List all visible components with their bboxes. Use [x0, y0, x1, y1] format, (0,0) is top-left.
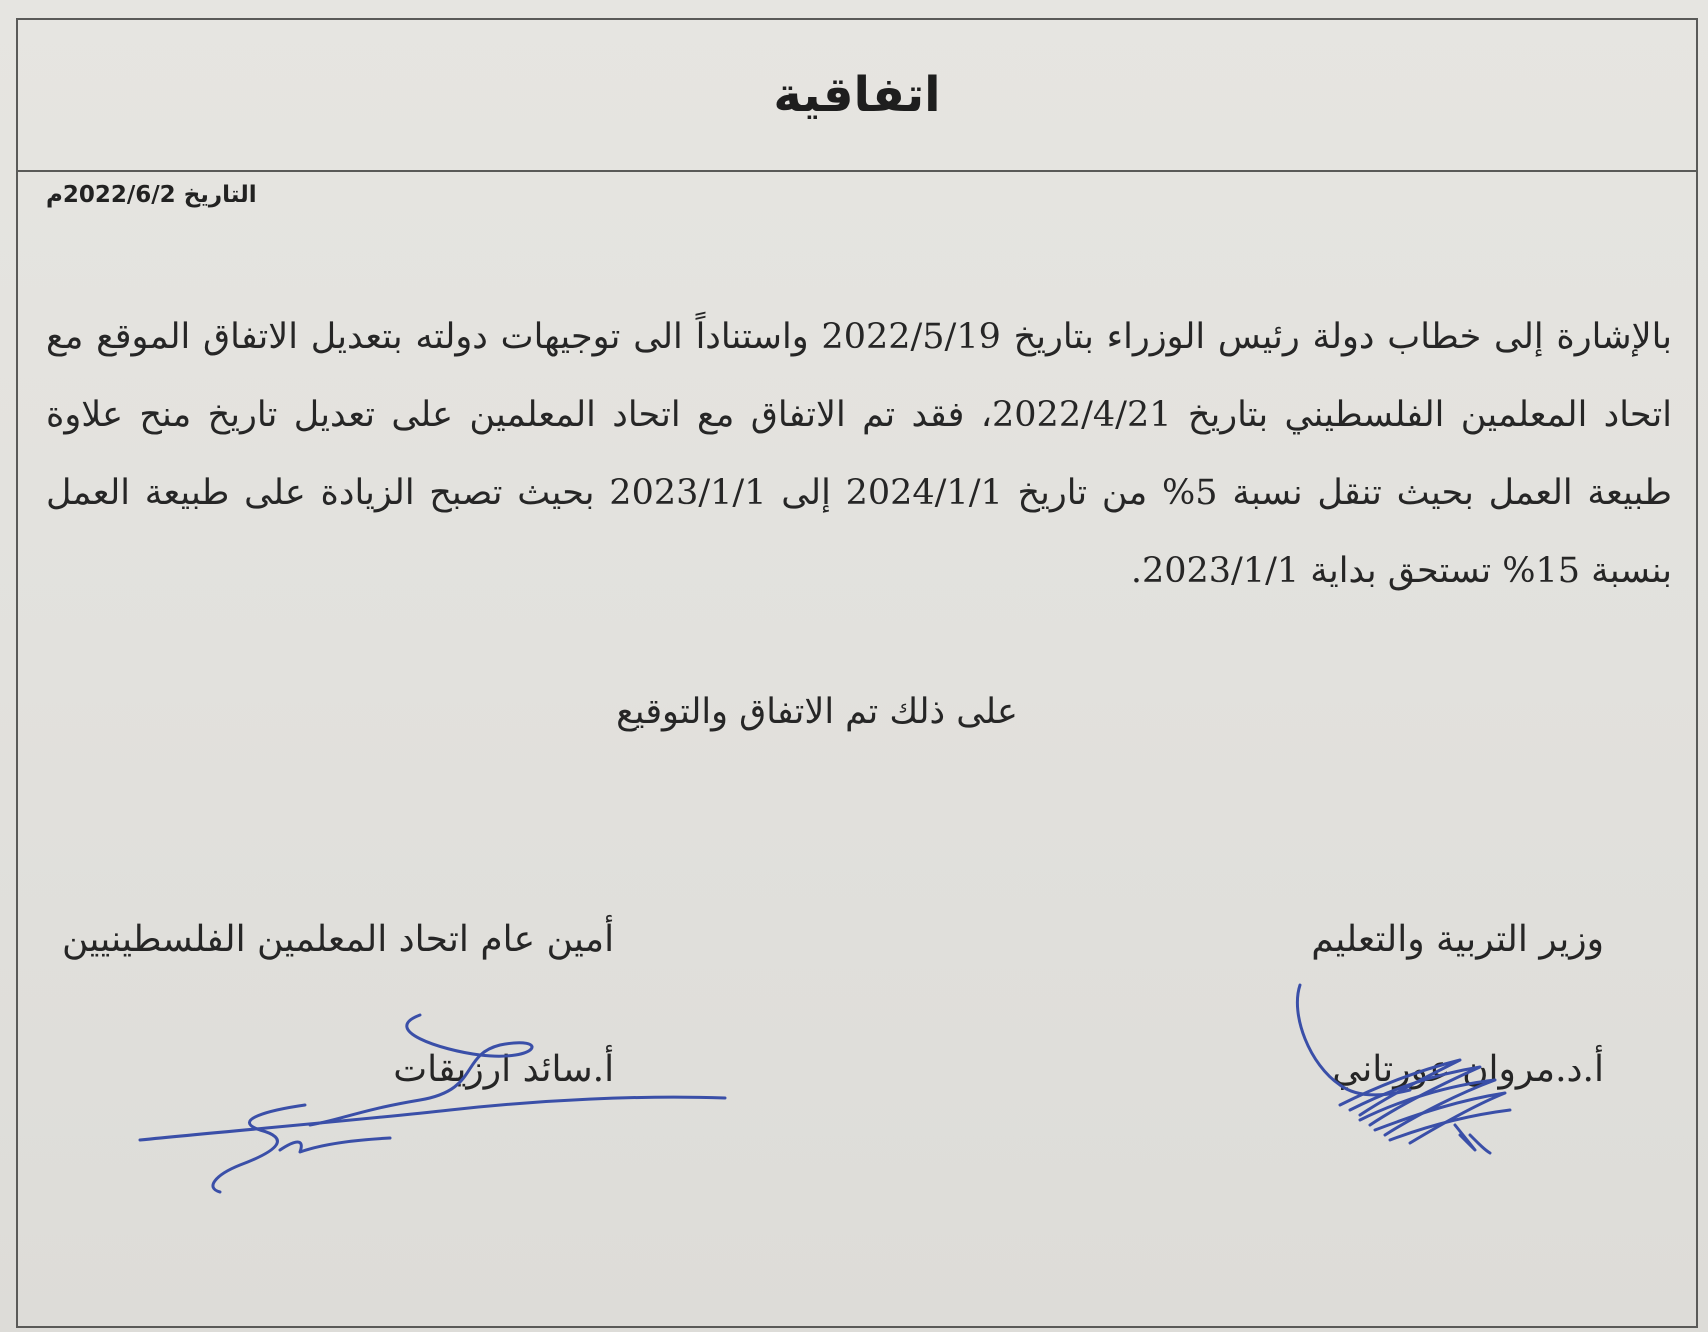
- date-label: التاريخ: [183, 182, 257, 208]
- date-line: [46, 182, 257, 208]
- minister-handwritten-signature: [1280, 975, 1580, 1175]
- minister-name: أ.د.مروان عورتاني: [1332, 1049, 1604, 1090]
- minister-role: وزير التربية والتعليم: [1311, 919, 1604, 960]
- date-value: 2022/6/2م: [46, 182, 176, 208]
- union-name: أ.سائد ارزيقات: [393, 1049, 615, 1090]
- agreement-paragraph: بالإشارة إلى خطاب دولة رئيس الوزراء بتاريخ 2022/5/19 واستناداً الى توجيهات دولته بتعديل الاتفاق الموقع مع اتحاد المعلمين الفلسطيني بتاريخ 2022/4/21، فقد تم الاتفاق مع اتحاد المعلمين على تعديل تاريخ منح علاوة طبيعة العمل بحيث تنقل نسبة 5% من تاريخ 2024/1/1 إلى 2023/1/1 بحيث تصبح الزيادة على طبيعة العمل بنسبة 15% تستحق بداية 2023/1/1.: [46, 317, 1673, 591]
- title-box: [18, 20, 1696, 172]
- closing-text: على ذلك تم الاتفاق والتوقيع: [616, 692, 1018, 732]
- union-handwritten-signature: [120, 1010, 740, 1210]
- union-role: أمين عام اتحاد المعلمين الفلسطينيين: [62, 919, 615, 960]
- document-title: اتفاقية: [773, 67, 941, 123]
- closing-line: [18, 692, 1696, 732]
